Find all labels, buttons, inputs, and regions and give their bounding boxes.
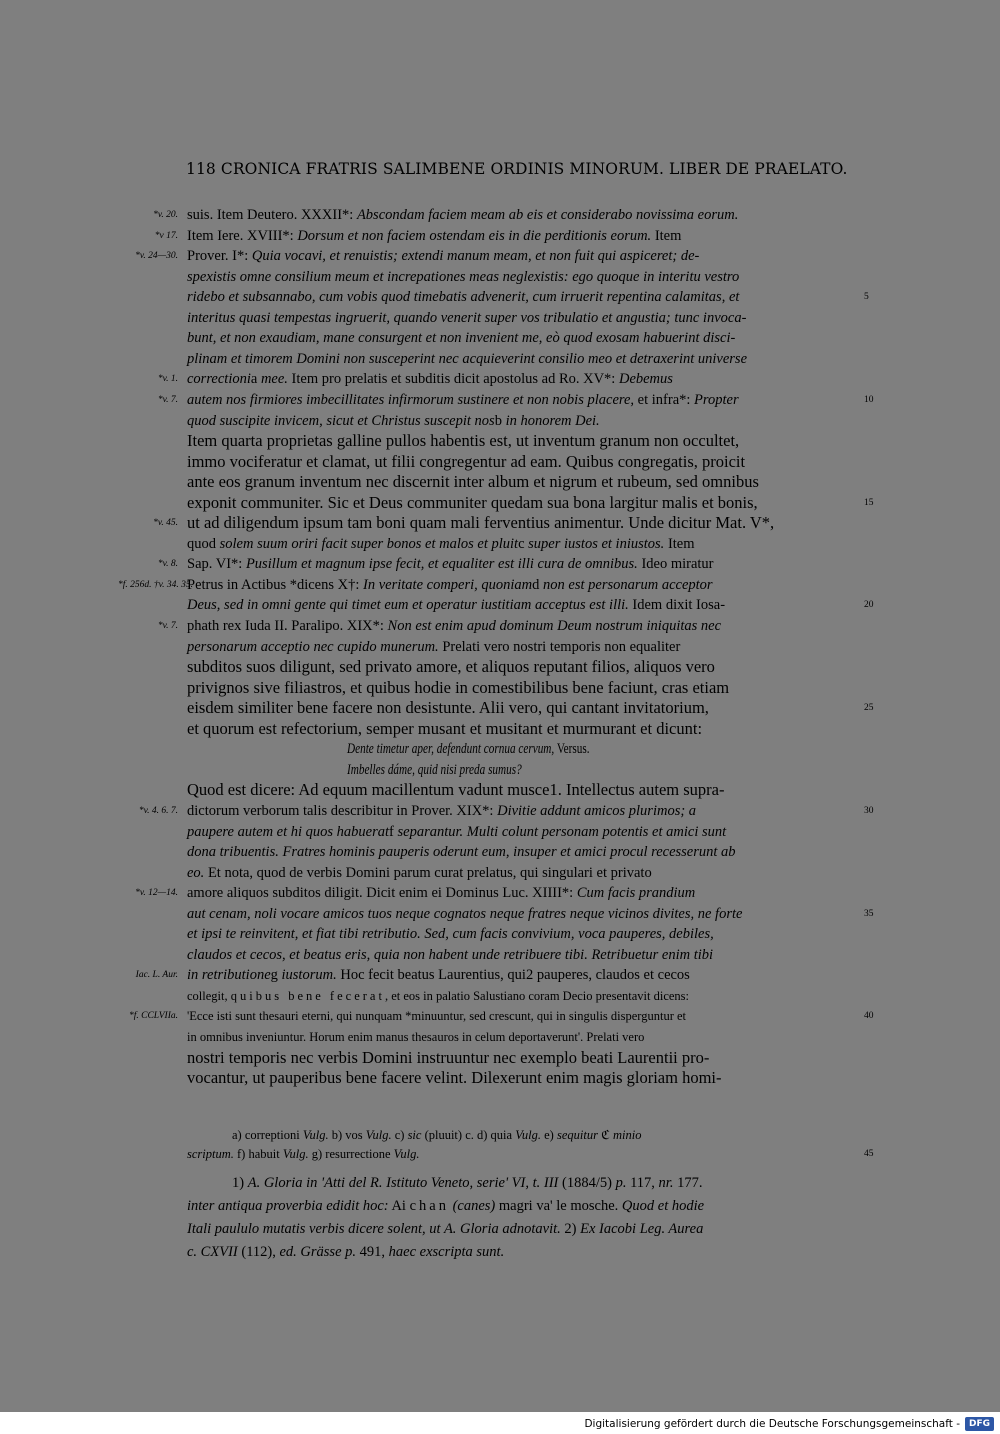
lines-line bbox=[187, 535, 859, 553]
text-span: 491, bbox=[356, 1244, 389, 1260]
lines-line bbox=[187, 987, 859, 1005]
text-span: scriptum. bbox=[187, 1147, 234, 1161]
text-span: ℭ bbox=[597, 1128, 613, 1142]
lines-line bbox=[187, 699, 859, 717]
line-number: 5 bbox=[864, 292, 869, 303]
text-span: correctioni bbox=[187, 371, 251, 388]
text-span: ut ad diligendum ipsum tam boni quam mali ferventius animentur. Unde dicitur Mat. V*, bbox=[187, 513, 775, 533]
text-span: super iustos et iniustos. bbox=[528, 535, 665, 552]
text-span: sic bbox=[407, 1128, 422, 1142]
text-span: Versus. bbox=[554, 741, 590, 758]
text-span: f) habuit bbox=[233, 1147, 283, 1161]
text-span: Item Iere. XVIII bbox=[187, 227, 283, 244]
margin-reference: *v. 7. bbox=[157, 621, 178, 631]
lines-line bbox=[187, 658, 859, 676]
text-span: Divitie addunt amicos plurimos; a bbox=[497, 802, 697, 819]
text-span: p. bbox=[615, 1175, 627, 1191]
margin-reference: *v. 8. bbox=[157, 559, 178, 570]
text-span: 2 bbox=[525, 967, 537, 984]
text-span: Ideo miratur bbox=[637, 556, 714, 573]
text-span: autem nos firmiores imbecillitates infirmorum sustinere et non nobis placere, bbox=[187, 391, 635, 408]
text-span: Vulg. bbox=[365, 1128, 392, 1142]
text-span: Prelati vero bbox=[583, 1030, 645, 1044]
text-span: sequitur bbox=[556, 1128, 598, 1142]
text-span: privignos sive filiastros, et quibus hodie in comestibilibus bene faciunt, cras etiam bbox=[187, 677, 730, 697]
text-span: 117, bbox=[626, 1175, 659, 1191]
margin-reference: *v. 24—30. bbox=[135, 251, 178, 262]
text-span: ed. Grässe p. bbox=[279, 1244, 357, 1260]
text-span: , et eos in palatio Salustiano coram Decio presentavit dicens: bbox=[384, 988, 690, 1003]
footnotes-line bbox=[232, 1174, 904, 1192]
lines-line bbox=[187, 247, 859, 265]
line-number: 35 bbox=[864, 908, 874, 919]
footnotes-line bbox=[187, 1243, 859, 1261]
text-span: iustorum. bbox=[281, 967, 337, 984]
text-span: solem suum oriri facit super bonos et malos et pluit bbox=[219, 535, 519, 552]
footnotes-line bbox=[187, 1197, 859, 1215]
text-span: Ex Iacobi Leg. Aurea bbox=[580, 1221, 704, 1237]
footnotes-line bbox=[187, 1220, 859, 1238]
funding-credit bbox=[584, 1414, 994, 1434]
lines-line bbox=[187, 473, 859, 491]
margin-reference: *v 17. bbox=[154, 230, 178, 241]
lines-line bbox=[347, 740, 867, 758]
lines-line bbox=[187, 350, 859, 368]
text-span: eo. bbox=[187, 864, 205, 881]
lines-line bbox=[187, 1028, 859, 1046]
text-span: Vulg. bbox=[393, 1147, 420, 1161]
lines-line bbox=[187, 576, 859, 594]
text-span: 2) bbox=[560, 1221, 581, 1237]
lines-line bbox=[187, 905, 859, 923]
text-span: mee. bbox=[260, 371, 288, 388]
text-span: quod suscipite invicem, sicut et Christus suscepit nos bbox=[187, 412, 495, 429]
lines-line bbox=[187, 514, 859, 532]
lines-line bbox=[187, 227, 859, 245]
line-number: 25 bbox=[864, 703, 874, 714]
text-span: et ipsi te reinvitent, et fiat tibi retributio. Sed, cum facis convivium, voca pauperes, debiles, bbox=[187, 926, 714, 943]
margin-reference: *v. 1. bbox=[157, 374, 178, 385]
margin-reference: *v. 20. bbox=[153, 210, 178, 220]
text-span: plinam et timorem Domini non susceperint nec acquieverint consilio meo et detraxerint universe bbox=[187, 350, 748, 367]
text-span: (1884/5) bbox=[558, 1175, 616, 1191]
text-span: c. CXVII bbox=[187, 1244, 238, 1260]
text-span: c) bbox=[391, 1128, 408, 1142]
line-number: 45 bbox=[864, 1149, 874, 1159]
lines-line bbox=[187, 864, 859, 882]
text-span: In veritate comperi, quoniam bbox=[363, 576, 533, 593]
lines-line bbox=[187, 843, 859, 861]
text-span: (pluuit) c. d) quia bbox=[421, 1128, 516, 1142]
text-span: Quod est dicere: Ad equum macillentum vadunt musce bbox=[187, 780, 550, 800]
text-span: spexistis omne consilium meum et increpationes meas neglexistis: ego quoque in interitu vestro bbox=[187, 268, 740, 285]
line-number: 40 bbox=[864, 1011, 874, 1022]
lines-line bbox=[187, 596, 859, 614]
text-span: Et nota, quod de verbis Domini parum curat prelatus, qui singulari et privato bbox=[204, 864, 652, 881]
text-span: quod bbox=[187, 535, 220, 552]
text-span: Itali paululo mutatis verbis dicere solent, ut A. Gloria adnotavit. bbox=[187, 1221, 561, 1237]
text-span: et infra*: bbox=[634, 391, 695, 408]
text-span: Vulg. bbox=[302, 1128, 329, 1142]
lines-line bbox=[187, 370, 859, 388]
text-span: Non est enim apud dominum Deum nostrum iniquitas nec bbox=[387, 618, 722, 634]
lines-line bbox=[187, 309, 859, 327]
text-span: Hoc fecit beatus Laurentius, qui bbox=[336, 967, 526, 984]
text-span: (canes) bbox=[452, 1198, 496, 1214]
text-span: a bbox=[250, 371, 261, 388]
text-span: non est personarum acceptor bbox=[543, 576, 713, 593]
line-number: 10 bbox=[864, 394, 874, 405]
lines-line bbox=[187, 925, 859, 943]
margin-reference: Iac. L. Aur. bbox=[135, 970, 178, 981]
text-span: *: bbox=[282, 227, 298, 244]
text-span: e) bbox=[541, 1128, 557, 1142]
text-span: pauperes, claudos et cecos bbox=[536, 967, 690, 984]
text-span: 'Ecce isti sunt thesauri eterni, qui nunquam *minuuntur, sed crescunt, qui in singulis disperguntur et bbox=[187, 1009, 687, 1024]
text-span: Dorsum et non faciem ostendam eis in die perditionis eorum. bbox=[297, 227, 652, 244]
text-span: e bbox=[464, 698, 472, 718]
text-span: chan bbox=[409, 1198, 449, 1214]
text-span: g bbox=[270, 967, 282, 984]
text-span: suis. Item Deutero. XXXII bbox=[187, 207, 343, 223]
text-span: f bbox=[389, 823, 398, 840]
margin-reference: *v. 45. bbox=[153, 518, 178, 529]
running-header: 118 CRONICA FRATRIS SALIMBENE ORDINIS MINORUM. LIBER DE PRAELATO. bbox=[186, 160, 848, 178]
text-span: paupere autem et hi quos habuerat bbox=[187, 823, 390, 840]
text-span: g) resurrectione bbox=[308, 1147, 394, 1161]
text-span: Cum facis prandium bbox=[576, 885, 696, 902]
text-span: eisdem similiter bene facere non desistunt bbox=[187, 698, 465, 718]
text-span: subditos suos diligunt, sed privato amore, et aliquos reputant filios, aliquos vero bbox=[187, 657, 715, 677]
lines-line bbox=[187, 884, 859, 902]
text-span: 1) bbox=[232, 1175, 248, 1191]
text-span: *: bbox=[236, 248, 252, 265]
lines-line bbox=[187, 391, 859, 409]
dfg-logo: DFG bbox=[965, 1417, 994, 1431]
lines-line bbox=[187, 432, 859, 450]
margin-reference: *v. 4. 6. 7. bbox=[138, 805, 178, 816]
text-span: Abscondam faciem meam ab eis et considerabo novissima eorum. bbox=[356, 207, 739, 223]
text-span: b bbox=[494, 412, 506, 429]
line-number: 30 bbox=[864, 805, 874, 816]
lines-line bbox=[187, 966, 859, 984]
text-span: collegit, bbox=[187, 988, 231, 1003]
text-span: Ai bbox=[388, 1198, 410, 1214]
text-span: nostri temporis nec verbis Domini instruuntur nec exemplo beati Laurentii pro- bbox=[187, 1047, 710, 1067]
lines-line bbox=[347, 761, 867, 779]
lines-line bbox=[187, 494, 859, 512]
lines-line bbox=[187, 206, 859, 224]
lines-line bbox=[187, 617, 859, 635]
text-span: 1 bbox=[549, 780, 558, 800]
margin-reference: *v. 7. bbox=[157, 394, 178, 405]
text-span: c bbox=[518, 535, 529, 552]
text-span: immo vociferatur et clamat, ut filii congregentur ad eam. Quibus congregatis, proicit bbox=[187, 451, 746, 471]
text-span: . Alii vero, qui cantant invitatorium, bbox=[471, 698, 709, 718]
lines-line bbox=[187, 823, 859, 841]
line-number: 20 bbox=[864, 600, 874, 611]
margin-reference: *f. CCLVIIa. bbox=[129, 1011, 178, 1022]
text-span: Prelati vero nostri temporis non equaliter bbox=[438, 638, 681, 655]
text-span: in omnibus inveniuntur. Horum enim manus thesauros in celum deportaverunt'. bbox=[187, 1030, 584, 1044]
lines-line bbox=[187, 329, 859, 347]
lines-line bbox=[187, 720, 859, 738]
text-span: Idem dixit Iosa- bbox=[628, 597, 726, 614]
lines-line bbox=[187, 679, 859, 697]
text-span: Dente timetur aper, defendunt cornua cervum, bbox=[347, 741, 555, 758]
text-span: 177. bbox=[673, 1175, 703, 1191]
text-span: quibus bene fecerat bbox=[230, 988, 385, 1003]
text-span: amore aliquos subditos diligit. Dicit enim ei Dominus Luc. XIIII*: bbox=[187, 885, 577, 902]
notes-line bbox=[232, 1126, 904, 1144]
text-span: claudos et cecos, et beatus eris, quia non habent unde retribuere tibi. Retribuetur enim tibi bbox=[187, 946, 714, 963]
text-span: (112), bbox=[237, 1244, 280, 1260]
text-span: interitus quasi tempestas ingruerit, quando venerit super vos tribulatio et angustia; tunc invoca- bbox=[187, 309, 747, 326]
text-span: d bbox=[532, 576, 544, 593]
text-span: Item bbox=[651, 227, 682, 244]
lines-line bbox=[187, 1007, 859, 1025]
text-span: minio bbox=[613, 1128, 642, 1142]
credit-text: Digitalisierung gefördert durch die Deutsche Forschungsgemeinschaft - bbox=[584, 1418, 960, 1430]
text-span: Item quarta proprietas galline pullos habentis est, ut inventum granum non occultet, bbox=[187, 431, 740, 451]
text-span: exponit communiter. Sic et Deus communiter quedam sua bona largitur malis et bonis, bbox=[187, 492, 758, 512]
lines-line bbox=[187, 453, 859, 471]
text-span: Vulg. bbox=[515, 1128, 541, 1142]
lines-line bbox=[187, 1069, 859, 1087]
text-span: in honorem Dei. bbox=[505, 412, 600, 429]
text-span: Vulg. bbox=[282, 1147, 309, 1161]
text-span: Petrus in Actibus *dicens X†: bbox=[187, 576, 364, 593]
text-span: Quia vocavi, et renuistis; extendi manum meam, et non fuit qui aspiceret; de- bbox=[251, 248, 700, 265]
margin-reference: *v. 12—14. bbox=[135, 888, 178, 899]
text-span: *: bbox=[342, 207, 357, 223]
text-span: nr. bbox=[658, 1175, 674, 1191]
text-span: Pusillum et magnum ipse fecit, et equaliter est illi cura de omnibus. bbox=[245, 556, 638, 573]
lines-line bbox=[187, 555, 859, 573]
lines-line bbox=[187, 638, 859, 656]
lines-line bbox=[187, 781, 859, 799]
text-span: Item bbox=[664, 535, 695, 552]
text-span: aut cenam, noli vocare amicos tuos neque cognatos neque fratres neque vicinos divites, ne forte bbox=[187, 905, 743, 922]
text-span: vocantur, ut pauperibus bene facere velint. Dilexerunt enim magis gloriam homi- bbox=[187, 1068, 722, 1088]
lines-line bbox=[187, 268, 859, 286]
text-span: Propter bbox=[694, 391, 739, 408]
text-span: ante eos granum inventum nec discernit inter album et nigrum et rubeum, sed omnibus bbox=[187, 472, 759, 492]
text-span: magri va' le mosche. bbox=[495, 1198, 622, 1214]
text-span: separantur. Multi colunt personam potentis et amici sunt bbox=[397, 823, 727, 840]
text-span: Item pro prelatis et subditis dicit apostolus ad Ro. XV*: bbox=[287, 371, 619, 388]
text-span: phath rex Iuda II. Paralipo. XIX*: bbox=[187, 618, 388, 634]
text-span: dona tribuentis. Fratres hominis pauperis oderunt eum, insuper et amici procul recesserunt ab bbox=[187, 844, 736, 861]
text-span: ridebo et subsannabo, cum vobis quod timebatis advenerit, cum irruerit repentina calamitas, et bbox=[187, 289, 740, 306]
text-span: Deus, sed in omni gente qui timet eum et operatur iustitiam acceptus est illi. bbox=[187, 597, 629, 614]
text-span: b) vos bbox=[328, 1128, 366, 1142]
text-span: Prover. I bbox=[187, 248, 237, 265]
text-span: in retributione bbox=[187, 967, 271, 984]
text-span: inter antiqua proverbia edidit hoc: bbox=[187, 1198, 389, 1214]
text-span: dictorum verborum talis describitur in Prover. XIX*: bbox=[187, 802, 498, 819]
text-span: Imbelles dáme, quid nisi preda sumus? bbox=[347, 761, 522, 778]
margin-reference: *f. 256d. †v. 34. 35. bbox=[118, 579, 194, 590]
text-span: a) correptioni bbox=[232, 1128, 303, 1142]
lines-line bbox=[187, 1049, 859, 1067]
text-span: A. Gloria in 'Atti del R. Istituto Veneto, serie' VI, t. III bbox=[247, 1175, 559, 1191]
text-span: haec exscripta sunt. bbox=[388, 1244, 505, 1260]
lines-line bbox=[187, 946, 859, 964]
text-span: . Intellectus autem supra- bbox=[557, 780, 725, 800]
text-span: bunt, et non exaudiam, mane consurgent et non invenient me, eò quod exosam habuerint disci- bbox=[187, 330, 736, 347]
lines-line bbox=[187, 288, 859, 306]
lines-line bbox=[187, 412, 859, 430]
text-span: Quod et hodie bbox=[621, 1198, 705, 1214]
line-number: 15 bbox=[864, 497, 874, 508]
text-span: personarum acceptio nec cupido munerum. bbox=[187, 638, 439, 655]
text-span: Sap. VI*: bbox=[187, 556, 246, 573]
lines-line bbox=[187, 802, 859, 820]
text-span: et quorum est refectorium, semper musant et musitant et murmurant et dicunt: bbox=[187, 718, 703, 738]
notes-line bbox=[187, 1145, 859, 1163]
text-span: Debemus bbox=[618, 371, 673, 388]
